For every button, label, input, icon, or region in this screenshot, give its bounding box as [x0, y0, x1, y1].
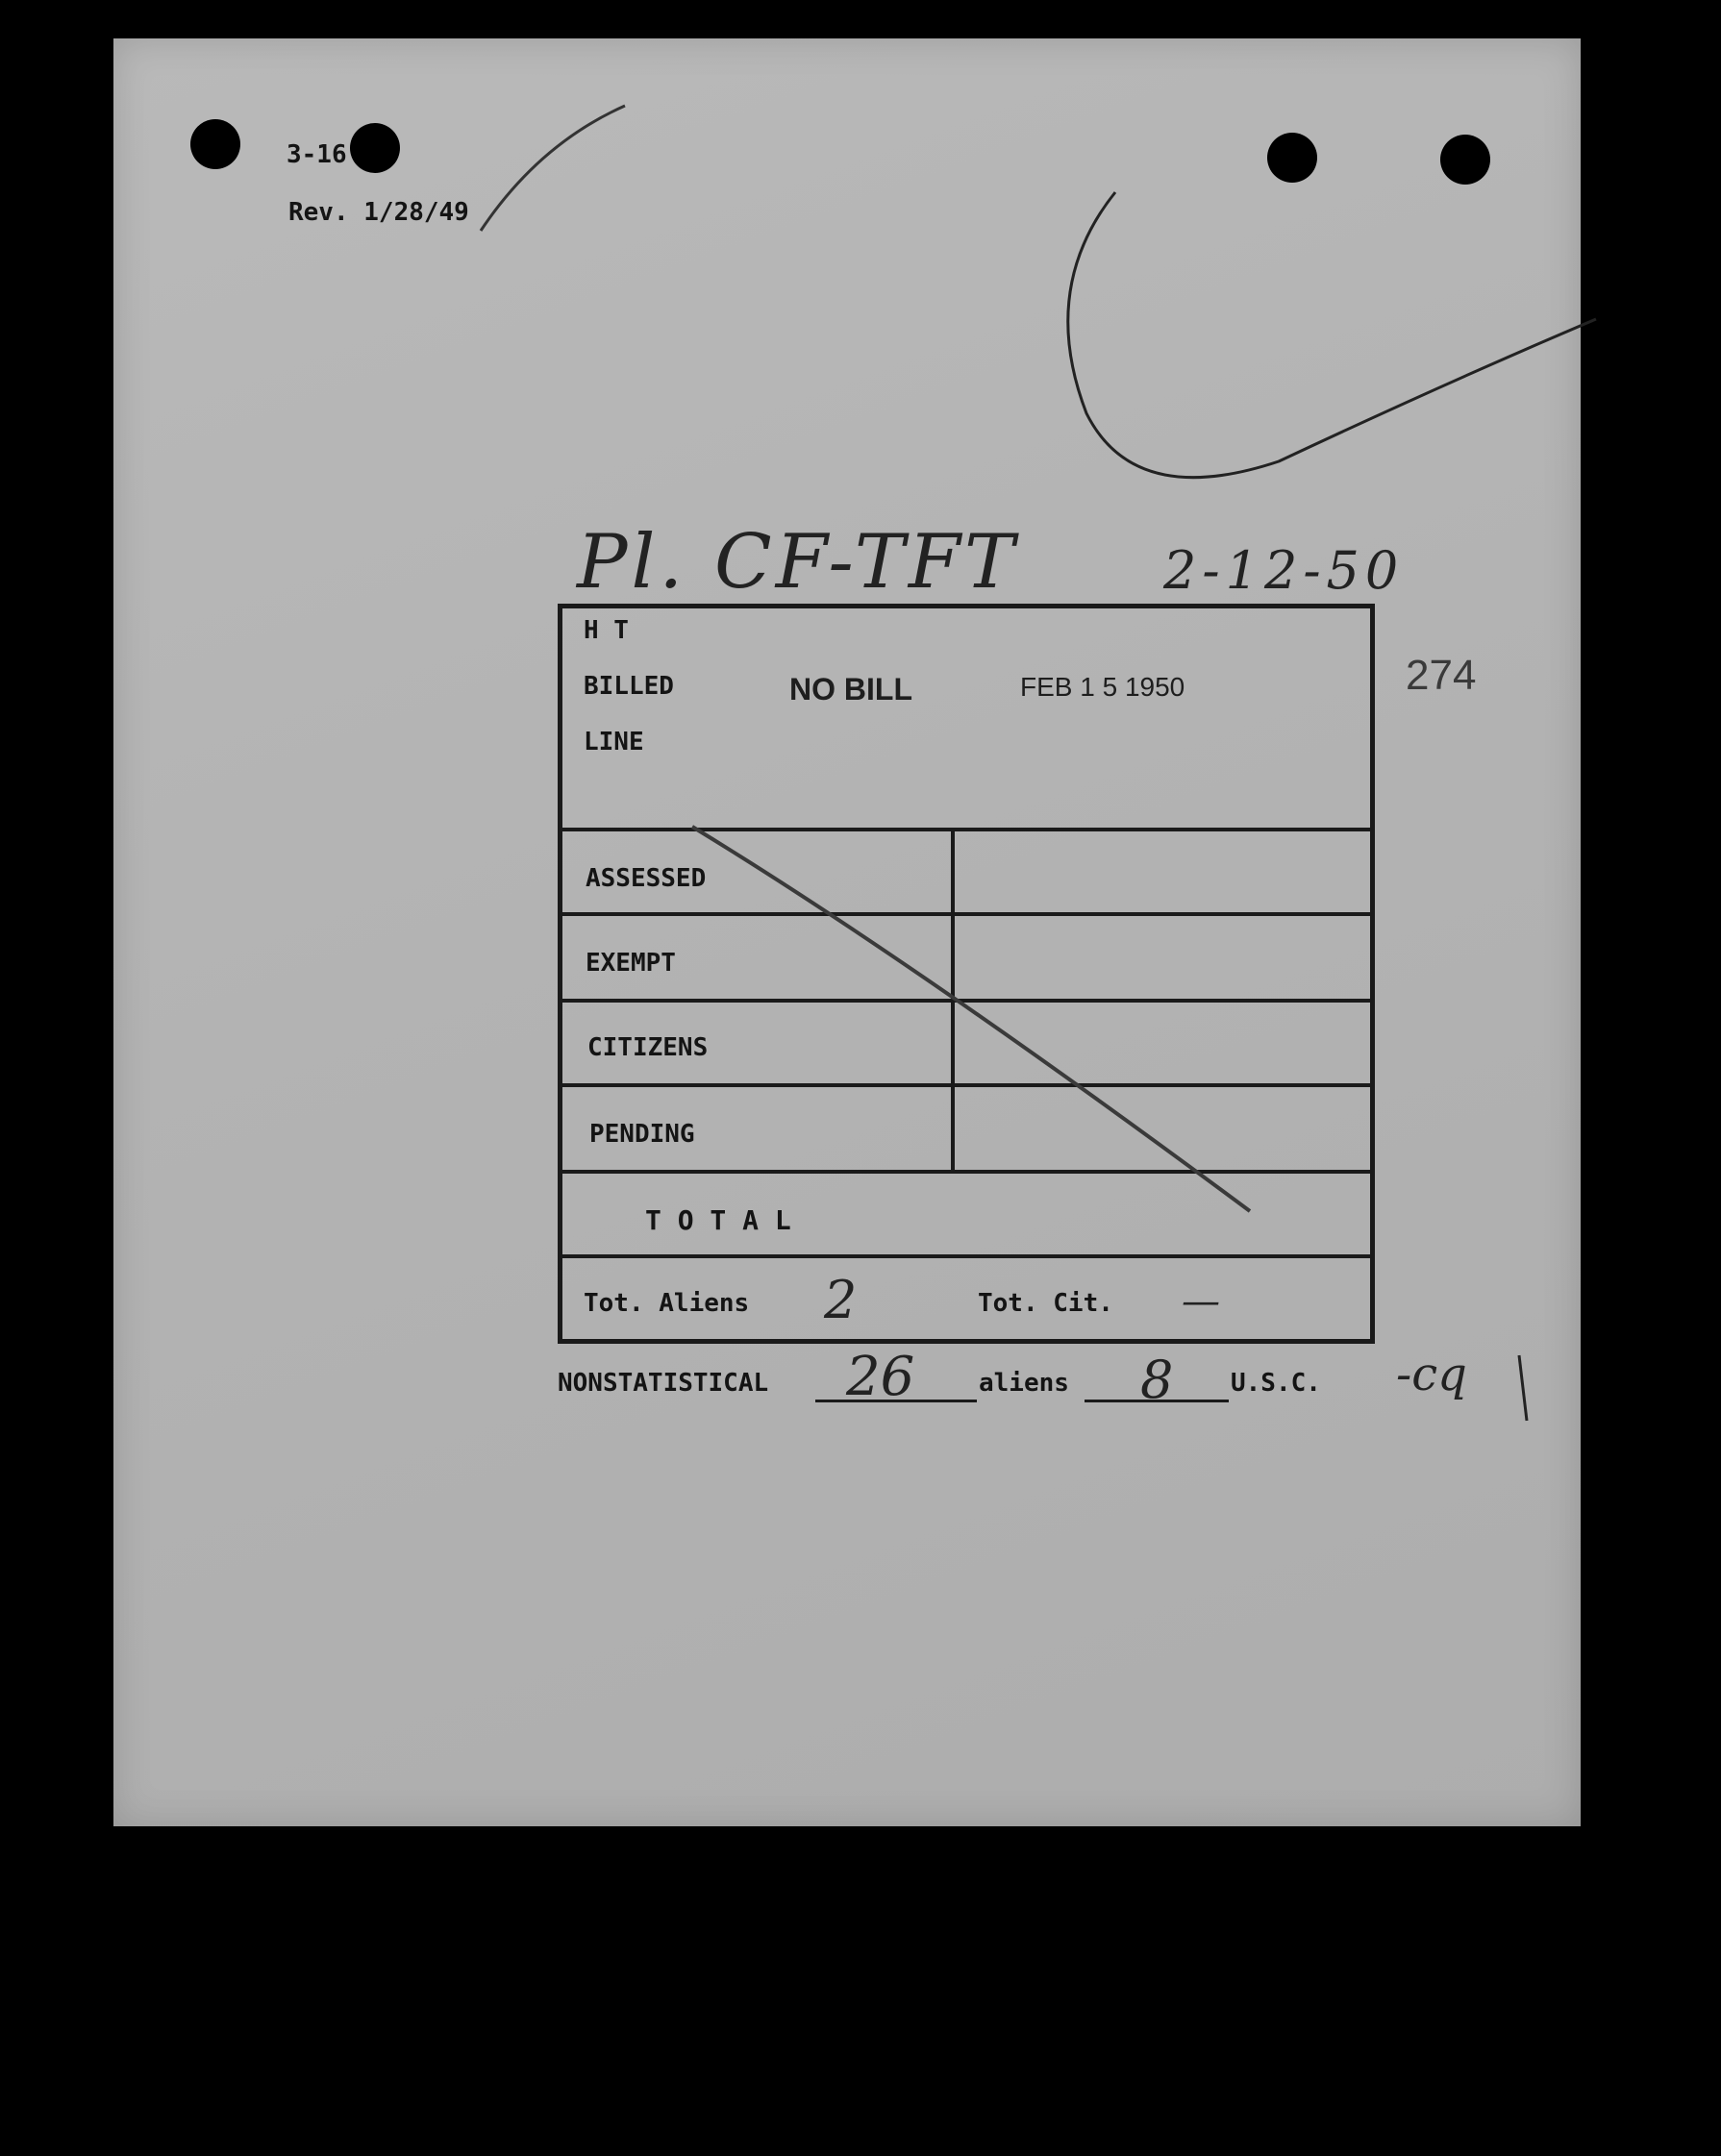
form-number: 3-16 [287, 140, 347, 169]
total-label: T O T A L [645, 1204, 791, 1236]
handwritten-title: Pl. CF-TFT [577, 519, 1019, 606]
handwritten-initials: -cq [1396, 1348, 1467, 1401]
nonstatistical-label: NONSTATISTICAL [558, 1369, 769, 1398]
divider [562, 1083, 1370, 1087]
divider [562, 828, 1370, 831]
tot-aliens-value: 2 [824, 1270, 858, 1330]
punch-hole-right [1440, 135, 1490, 185]
punch-hole-mid-left [350, 123, 400, 173]
citizens-label: CITIZENS [587, 1033, 709, 1062]
handwritten-date: 2-12-50 [1163, 540, 1405, 601]
aliens-nonstat-value: 8 [1140, 1350, 1174, 1410]
row-ht-label: H T [584, 616, 629, 645]
stamped-number: 274 [1406, 652, 1477, 699]
tot-cit-label: Tot. Cit. [978, 1289, 1113, 1318]
usc-label: U.S.C. [1231, 1369, 1321, 1398]
line-label: LINE [584, 728, 644, 756]
pending-label: PENDING [589, 1120, 695, 1149]
aliens-label: aliens [979, 1369, 1069, 1398]
billed-label: BILLED [584, 672, 674, 701]
exempt-label: EXEMPT [586, 949, 676, 978]
tally-form [558, 604, 1375, 1344]
column-divider [951, 828, 955, 1170]
divider [562, 912, 1370, 916]
divider [562, 1170, 1370, 1174]
divider [562, 999, 1370, 1003]
punch-hole-left [190, 119, 240, 169]
punch-hole-mid-right [1267, 133, 1317, 183]
assessed-label: ASSESSED [586, 864, 707, 893]
tot-cit-value: — [1182, 1279, 1220, 1324]
revision-date: Rev. 1/28/49 [288, 198, 469, 227]
divider [562, 1254, 1370, 1258]
date-stamp: FEB 1 5 1950 [1020, 672, 1185, 702]
nonstat-value: 26 [846, 1346, 915, 1408]
no-bill-stamp: NO BILL [789, 672, 912, 706]
tot-aliens-label: Tot. Aliens [584, 1289, 750, 1318]
